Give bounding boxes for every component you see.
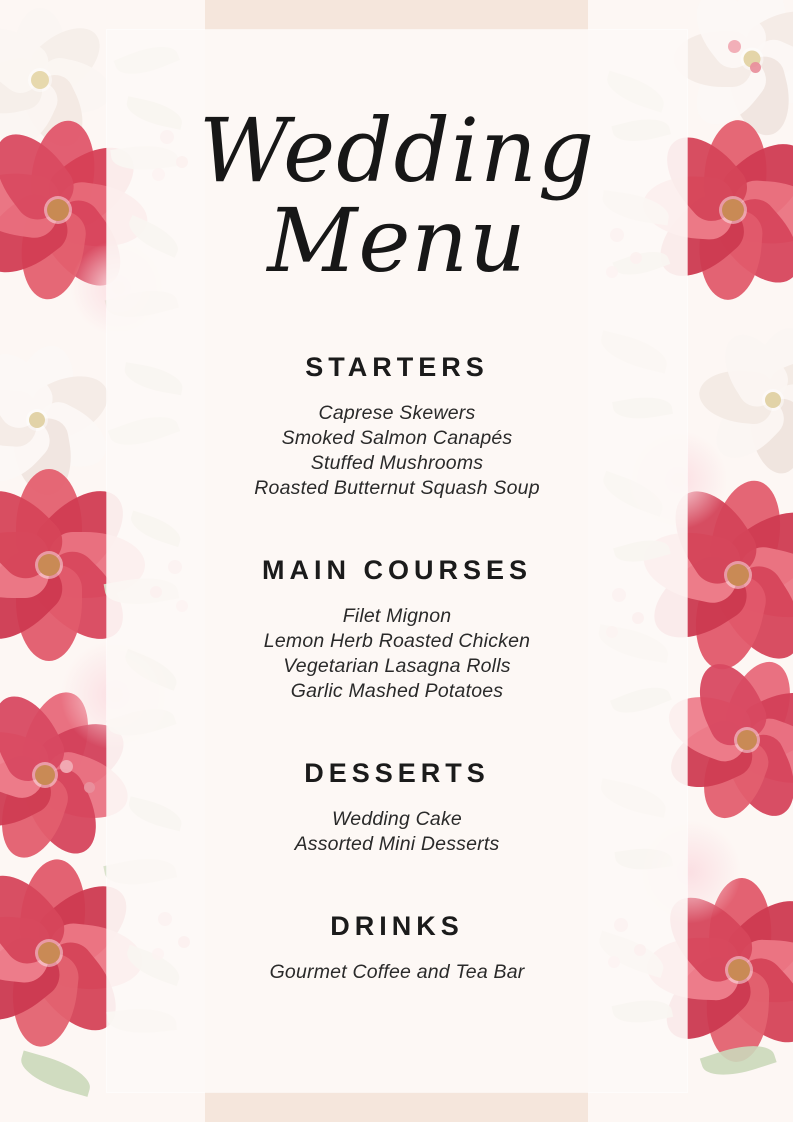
menu-item: Assorted Mini Desserts: [294, 833, 500, 856]
title-line-2: Menu: [267, 189, 527, 293]
section-heading-starters: STARTERS: [305, 352, 489, 383]
menu-content: [107, 30, 687, 985]
menu-item: Roasted Butternut Squash Soup: [254, 477, 540, 500]
berry-icon: [728, 40, 741, 53]
menu-card: [107, 30, 687, 1092]
menu-section-desserts: [107, 758, 687, 857]
menu-section-drinks: [107, 911, 687, 985]
menu-item: Gourmet Coffee and Tea Bar: [269, 961, 525, 984]
menu-item: Vegetarian Lasagna Rolls: [283, 655, 511, 678]
menu-section-main-courses: [107, 555, 687, 704]
berry-icon: [750, 62, 761, 73]
berry-icon: [60, 760, 73, 773]
section-heading-desserts: DESSERTS: [304, 758, 490, 789]
menu-item: Stuffed Mushrooms: [310, 452, 484, 475]
menu-item: Smoked Salmon Canapés: [281, 427, 513, 450]
section-heading-main-courses: MAIN COURSES: [261, 555, 532, 586]
menu-item: Wedding Cake: [332, 808, 462, 831]
berry-icon: [84, 782, 95, 793]
menu-section-starters: [107, 352, 687, 501]
page-title: [107, 30, 687, 293]
title-line-1: Wedding: [198, 99, 596, 202]
menu-item: Lemon Herb Roasted Chicken: [263, 630, 531, 653]
menu-item: Filet Mignon: [342, 605, 452, 628]
section-heading-drinks: DRINKS: [330, 911, 464, 942]
menu-item: Garlic Mashed Potatoes: [290, 680, 504, 703]
menu-item: Caprese Skewers: [318, 402, 476, 425]
